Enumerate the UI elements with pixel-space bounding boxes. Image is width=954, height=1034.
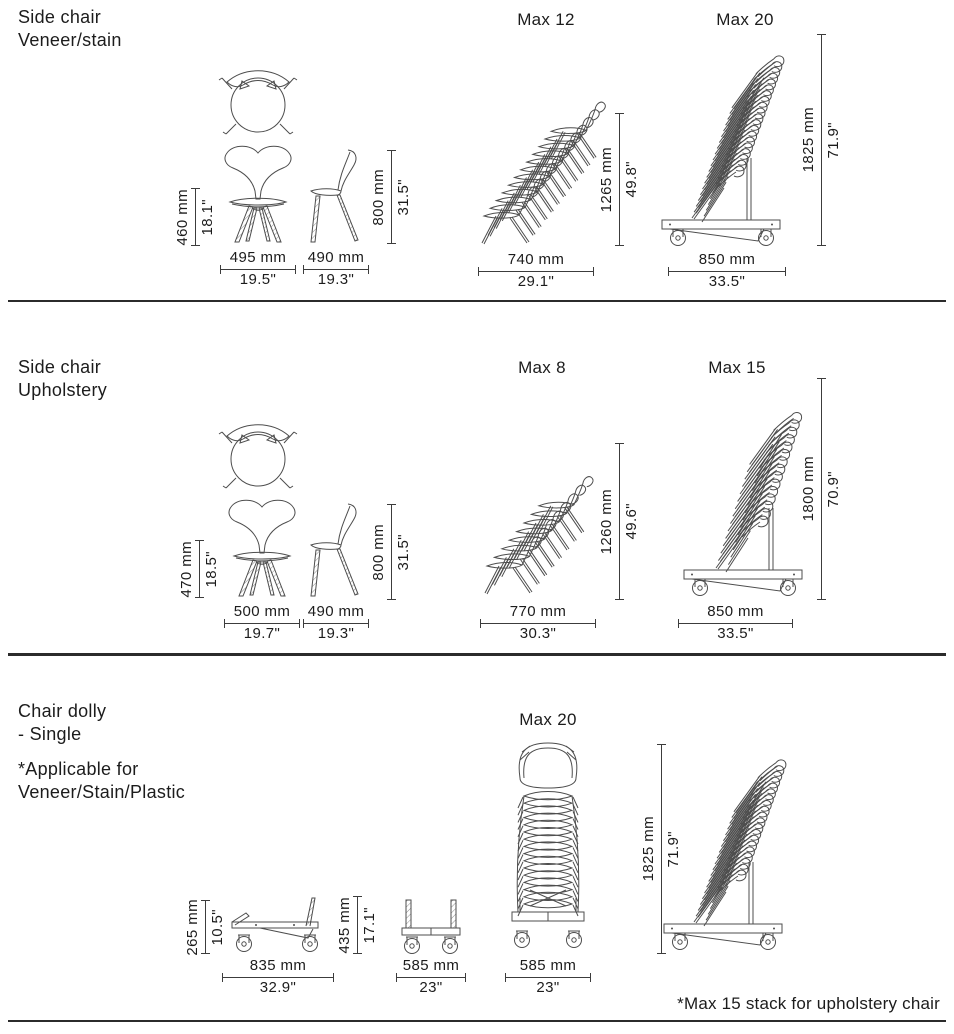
- dimension-line: [303, 623, 369, 624]
- dim-in-label: 23": [419, 978, 443, 996]
- dim-mm-label: 500 mm: [233, 603, 291, 620]
- dim-mm-label: 265 mm: [184, 898, 201, 956]
- dim-mm-label: 850 mm: [698, 251, 756, 268]
- dim-in-label: 18.1": [198, 198, 216, 236]
- dimension-line: [224, 623, 300, 624]
- dim-in-label: 71.9": [664, 830, 682, 868]
- dimension-line: [222, 977, 334, 978]
- dimension-line: [505, 977, 591, 978]
- chair-front-view-drawing: [224, 496, 300, 600]
- dim-stack-height: [640, 744, 683, 954]
- dim-mm-label: 770 mm: [509, 603, 567, 620]
- chair-front-view-drawing: [220, 142, 296, 246]
- dim-in-label: 49.6": [622, 503, 640, 540]
- note-line1: *Applicable for: [18, 759, 139, 779]
- bottom-rule: [8, 1020, 946, 1022]
- upholstery-stack-footnote: *Max 15 stack for upholstery chair: [677, 994, 940, 1013]
- section-title-line1: Side chair: [18, 7, 102, 27]
- section-veneer-title: [18, 6, 122, 53]
- dim-mm-label: 1825 mm: [800, 107, 817, 173]
- dim-in-label: 70.9": [824, 470, 842, 508]
- dimension-line: [668, 271, 786, 272]
- dim-in-label: 19.3": [317, 624, 355, 642]
- dimension-line: [303, 269, 369, 270]
- dimension-line: [396, 977, 466, 978]
- dim-mm-label: 740 mm: [507, 251, 565, 268]
- dim-stack-width: [480, 604, 596, 642]
- dimension-line: [619, 113, 620, 246]
- dim-mm-label: 495 mm: [229, 249, 287, 266]
- dim-in-label: 23": [536, 978, 560, 996]
- dim-mm-label: 800 mm: [370, 523, 387, 581]
- dolly-max-label: Max 20: [716, 10, 774, 29]
- chair-top-view-drawing: [218, 58, 298, 138]
- dim-in-label: 29.1": [517, 272, 555, 290]
- front-stack-20-drawing: [498, 740, 598, 954]
- section-dolly-note: [18, 758, 185, 805]
- dim-stack-width: [505, 958, 591, 996]
- dim-stack-width: [478, 252, 594, 290]
- dim-in-label: 33.5": [708, 272, 746, 290]
- dim-dolly-height: [800, 34, 843, 246]
- dim-dolly-height: [800, 378, 843, 600]
- stack-max-label: Max 12: [517, 10, 575, 29]
- dimension-line: [478, 271, 594, 272]
- dimension-line: [195, 188, 196, 246]
- dimension-line: [205, 900, 206, 954]
- dim-in-label: 71.9": [824, 121, 842, 159]
- section-title-line1: Chair dolly: [18, 701, 107, 721]
- dim-side-width: [303, 604, 369, 642]
- dim-in-label: 33.5": [717, 624, 754, 642]
- dim-in-label: 18.5": [202, 550, 220, 588]
- dim-mm-label: 585 mm: [402, 957, 460, 974]
- dimension-line: [220, 269, 296, 270]
- section-title-line2: Upholstery: [18, 380, 108, 401]
- dimension-line: [821, 34, 822, 246]
- dimension-line: [391, 504, 392, 600]
- dim-mm-label: 1800 mm: [800, 456, 817, 522]
- dim-dolly-side-height: [184, 900, 227, 954]
- stack-max-label: Max 8: [518, 358, 566, 377]
- dim-dolly-handle-height: [336, 896, 379, 954]
- chair-top-view-drawing: [218, 412, 298, 492]
- dim-dolly-front-width: [396, 958, 466, 996]
- dim-mm-label: 850 mm: [707, 603, 764, 620]
- dolly-front-view-drawing: [398, 898, 464, 954]
- dim-side-height: [370, 150, 413, 244]
- section-divider: [8, 300, 946, 302]
- stack-max-label: Max 20: [519, 710, 577, 729]
- dim-front-height: [174, 188, 217, 246]
- dim-front-height: [178, 540, 221, 598]
- dim-mm-label: 585 mm: [519, 957, 577, 974]
- dimension-line: [678, 623, 793, 624]
- dim-side-width: [303, 250, 369, 288]
- dim-in-label: 19.5": [239, 270, 277, 288]
- dim-front-width: [220, 250, 296, 288]
- dimension-line: [357, 896, 358, 954]
- dim-mm-label: 1265 mm: [598, 146, 615, 213]
- dim-dolly-width: [678, 604, 793, 642]
- dim-mm-label: 470 mm: [178, 540, 195, 598]
- dimension-line: [619, 443, 620, 600]
- section-title-line1: Side chair: [18, 357, 102, 377]
- dim-stack-height: [598, 113, 641, 246]
- dim-in-label: 49.8": [622, 161, 640, 198]
- dim-dolly-side-length: [222, 958, 334, 996]
- dimension-line: [661, 744, 662, 954]
- dolly-max-label: Max 15: [708, 358, 766, 377]
- dim-in-label: 19.3": [317, 270, 355, 288]
- dim-mm-label: 1260 mm: [598, 488, 615, 555]
- dim-in-label: 32.9": [259, 978, 297, 996]
- note-line2: Veneer/Stain/Plastic: [18, 782, 186, 803]
- section-divider: [8, 653, 946, 656]
- dimension-line: [199, 540, 200, 598]
- dim-in-label: 19.7": [243, 624, 281, 642]
- section-title-line2: - Single: [18, 724, 82, 745]
- chair-side-view-drawing: [306, 148, 366, 246]
- dolly-stack-20-drawing: [650, 28, 810, 250]
- dimension-line: [391, 150, 392, 244]
- dim-side-height: [370, 504, 413, 600]
- dim-mm-label: 490 mm: [307, 603, 365, 620]
- dolly-side-view-drawing: [222, 896, 334, 954]
- dimension-line: [480, 623, 596, 624]
- dim-dolly-width: [668, 252, 786, 290]
- dim-front-width: [224, 604, 300, 642]
- dim-stack-height: [598, 443, 641, 600]
- dim-mm-label: 800 mm: [370, 168, 387, 226]
- section-dolly-title: [18, 700, 106, 747]
- dim-mm-label: 1825 mm: [640, 816, 657, 882]
- dim-in-label: 17.1": [360, 906, 378, 944]
- dim-mm-label: 490 mm: [307, 249, 365, 266]
- dimension-line: [821, 378, 822, 600]
- section-title-line2: Veneer/stain: [18, 30, 122, 51]
- chair-side-view-drawing: [306, 502, 366, 600]
- dim-mm-label: 835 mm: [249, 957, 307, 974]
- dim-in-label: 31.5": [394, 178, 412, 216]
- dim-mm-label: 435 mm: [336, 896, 353, 954]
- section-upholstery-title: [18, 356, 107, 403]
- dim-in-label: 31.5": [394, 533, 412, 571]
- dim-in-label: 30.3": [519, 624, 557, 642]
- dim-in-label: 10.5": [208, 908, 226, 946]
- dim-mm-label: 460 mm: [174, 188, 191, 246]
